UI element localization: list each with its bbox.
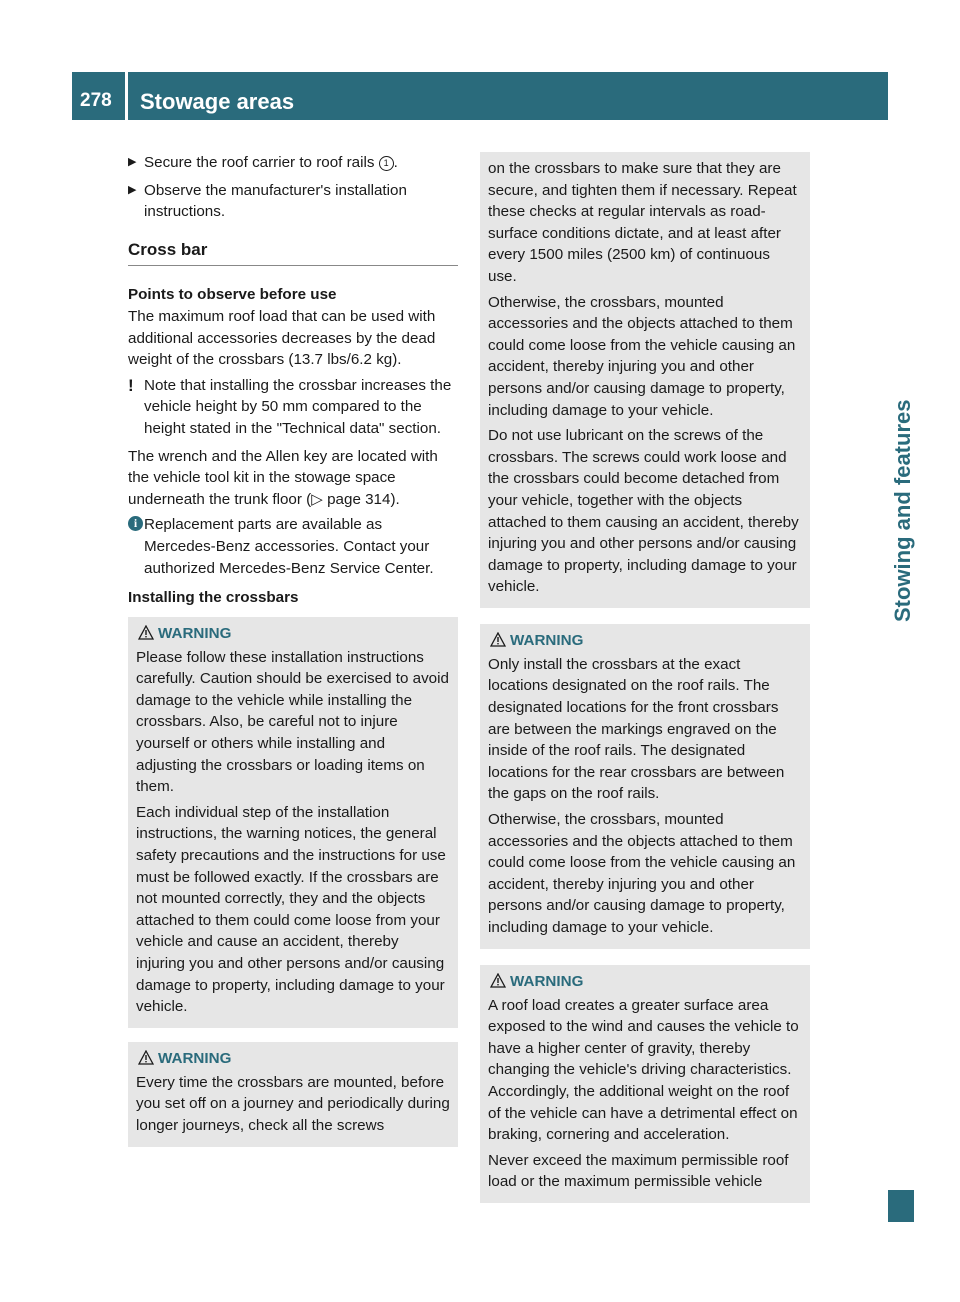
side-chapter-marker bbox=[888, 1190, 914, 1222]
warning-text: on the crossbars to make sure that they are secure, and tighten them if necessary. Repeat these checks at regular intervals as road-surface conditions dictate, and at least after every 1500 miles (2500 km) of continuous use. bbox=[488, 160, 797, 285]
warning-box bbox=[480, 624, 810, 949]
header-divider bbox=[125, 72, 128, 120]
callout-marker: 1 bbox=[379, 156, 394, 171]
note-block: ! Note that installing the crossbar increases the vehicle height by 50 mm compared to the height stated in the "Technical data" section. bbox=[128, 375, 452, 437]
step-arrow-icon: ▶ bbox=[128, 183, 137, 196]
warning-text: Every time the crossbars are mounted, before you set off on a journey and periodically during longer journeys, check all the screws bbox=[136, 1073, 450, 1134]
warning-text: Never exceed the maximum permissible roof load or the maximum permissible vehicle bbox=[488, 1151, 789, 1191]
step-arrow-icon: ▶ bbox=[128, 156, 137, 168]
warning-text: Otherwise, the crossbars, mounted accessories and the objects attached to them could come loose from the vehicle causing an accident, thereby injuring you and other persons and/or causing damage to property, including damage to your vehicle. bbox=[488, 293, 796, 419]
side-chapter-title: Stowing and features bbox=[890, 399, 915, 622]
warning-text: Only install the crossbars at the exact locations designated on the roof rails. The designated locations for the front crossbars are between the markings engraved on the inside of the roof rails. The designated locations for the rear crossbars are between the gaps on the roof rails. bbox=[488, 655, 785, 803]
instruction-step: ▶ Observe the manufacturer's installation instructions. bbox=[128, 181, 407, 221]
subheading-points: Points to observe before use bbox=[128, 286, 337, 304]
warning-text: Do not use lubricant on the screws of the crossbars. The screws could work loose and the crossbars could become detached from your vehicle, together with the objects attached to them causing an accident, thereby injuring you and other persons and/or causing damage to property, including damage to your vehicle. bbox=[488, 427, 799, 596]
paragraph: The wrench and the Allen key are located with the vehicle tool kit in the stowage space underneath the trunk floor (▷ page 314). bbox=[128, 447, 438, 508]
page-number: 278 bbox=[80, 90, 112, 111]
warning-text: Each individual step of the installation instructions, the warning notices, the general safety precautions and the instructions for use must be followed exactly. If the crossbars are not mounted correctly, they and the objects attached to them could come loose from your vehicle and cause an accident, thereby injuring you and other persons and/or causing damage to property, including damage to your vehicle. bbox=[136, 803, 446, 1016]
warning-text: A roof load creates a greater surface area exposed to the wind and causes the vehicle to have a higher center of gravity, thereby changing the vehicle's driving characteristics. Accordingly, the additional weight on the roof of the vehicle can have a detrimental effect on braking, cornering and acceleration. bbox=[488, 996, 799, 1144]
warning-box bbox=[480, 965, 810, 1203]
warning-triangle-icon bbox=[138, 625, 154, 640]
subheading-installing: Installing the crossbars bbox=[128, 589, 299, 607]
info-block: i Replacement parts are available as Mercedes-Benz accessories. Contact your authorized Mercedes-Benz Service Center. bbox=[128, 514, 458, 579]
warning-box bbox=[128, 617, 458, 1028]
warning-label: WARNING bbox=[158, 1049, 232, 1067]
warning-triangle-icon bbox=[490, 632, 506, 647]
section-title: Stowage areas bbox=[140, 89, 295, 114]
exclamation-icon: ! bbox=[128, 375, 134, 395]
right-column bbox=[480, 152, 810, 1217]
info-icon: i bbox=[128, 516, 143, 531]
warning-triangle-icon bbox=[490, 973, 506, 988]
heading-cross-bar: Cross bar bbox=[128, 239, 458, 267]
warning-label: WARNING bbox=[510, 631, 584, 649]
left-column bbox=[128, 152, 458, 1161]
warning-text: Please follow these installation instructions carefully. Caution should be exercised to avoid damage to the vehicle while installing the crossbars. Also, be careful not to injure yourself or others while installing and adjusting the crossbars or loading items on them. bbox=[136, 648, 449, 796]
paragraph: The maximum roof load that can be used with additional accessories decreases by the dead weight of the crossbars (13.7 lbs/6.2 kg). bbox=[128, 307, 436, 369]
instruction-step: ▶ Secure the roof carrier to roof rails 1 . bbox=[128, 152, 458, 174]
warning-box-continued bbox=[480, 152, 810, 608]
warning-text: Otherwise, the crossbars, mounted accessories and the objects attached to them could come loose from the vehicle causing an accident, thereby injuring you and other persons and/or causing damage to property, including damage to your vehicle. bbox=[488, 811, 796, 936]
warning-box bbox=[128, 1042, 458, 1147]
warning-triangle-icon bbox=[138, 1050, 154, 1065]
warning-label: WARNING bbox=[510, 972, 584, 990]
warning-label: WARNING bbox=[158, 624, 232, 642]
